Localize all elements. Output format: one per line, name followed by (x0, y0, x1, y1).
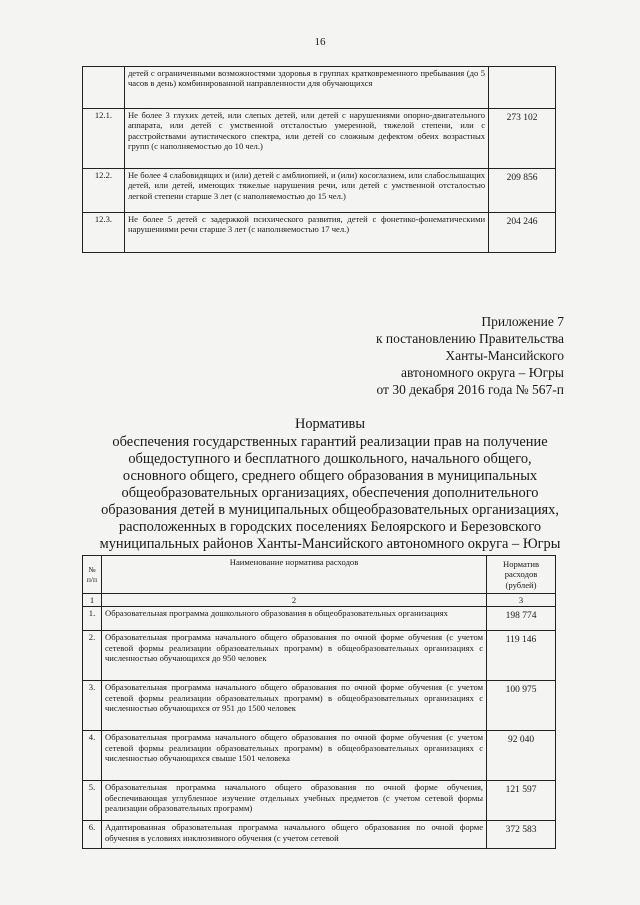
row-text: Не более 5 детей с задержкой психического развития, детей с фонетико-фонематическими нарушениями речи старше 3 лет (с наполняемостью 17 чел.) (124, 213, 488, 253)
appendix-line: автономного округа – Югры (401, 365, 564, 380)
title-line: общедоступного и бесплатного дошкольного, начального общего, (128, 451, 532, 467)
row-number (83, 67, 125, 109)
row-value (489, 67, 556, 109)
table-row (83, 67, 556, 109)
table-row (83, 681, 556, 731)
header-value: Норматив расходов (рублей) (487, 556, 556, 594)
row-text: детей с ограниченными возможностями здоровья в группах кратковременного пребывания (до 5 часов в день) комбинированной направленности для обучающихся (124, 67, 488, 109)
row-text: Образовательная программа начального общего образования по очной форме обучения (с учетом сетевой формы реализации образовательных программ) в общеобразовательных организациях с численностью обучающихся от 951 до 1500 человек (101, 681, 486, 731)
row-text: Образовательная программа начального общего образования по очной форме обучения (с учетом сетевой формы реализации образовательных программ) в общеобразовательных организациях с численностью обучающихся свыше 1501 человека (101, 731, 486, 781)
table-row (83, 821, 556, 849)
row-value: 100 975 (487, 681, 556, 731)
row-number: 12.2. (83, 169, 125, 213)
page-number: 16 (314, 36, 326, 48)
title-line: основного общего, среднего общего образования в муниципальных (122, 468, 538, 484)
row-number: 12.1. (83, 109, 125, 169)
title-line: обеспечения государственных гарантий реализации прав на получение (112, 434, 548, 450)
header-name: Наименование норматива расходов (101, 556, 486, 594)
row-value: 372 583 (487, 821, 556, 849)
row-text: Не более 3 глухих детей, или слепых детей, или детей с нарушениями опорно-двигательного аппарата, или детей с умственной отсталостью умеренной, тяжелой степени, или с расстройствами аутистического спектра, или детей со сложным дефектом обеих возрастных групп (с наполняемостью до 10 чел.) (124, 109, 488, 169)
row-text: Образовательная программа начального общего образования по очной форме обучения, обеспечивающая углубленное изучение отдельных учебных предметов (с учетом сетевой формы реализации образовательных программ) (101, 781, 486, 821)
index-cell: 1 (83, 594, 102, 607)
table-row (83, 109, 556, 169)
continued-norms-table (82, 66, 556, 253)
row-value: 204 246 (489, 213, 556, 253)
table-header (83, 556, 556, 594)
row-value: 121 597 (487, 781, 556, 821)
row-value: 92 040 (487, 731, 556, 781)
norms-table (82, 555, 556, 849)
row-number: 1. (83, 607, 102, 631)
row-number: 6. (83, 821, 102, 849)
table-row (83, 169, 556, 213)
title-line: муниципальных районов Ханты-Мансийского автономного округа – Югры (99, 536, 561, 552)
row-text: Не более 4 слабовидящих и (или) детей с амблиопией, и (или) косоглазием, или слабослышащих детей, или детей, имеющих тяжелые нарушения речи, или детей с умственной отсталостью легкой степени старше 3 лет (с наполняемостью до 15 чел.) (124, 169, 488, 213)
appendix-line: Приложение 7 (481, 314, 564, 329)
row-number: 12.3. (83, 213, 125, 253)
row-number: 2. (83, 631, 102, 681)
row-number: 5. (83, 781, 102, 821)
table-row (83, 631, 556, 681)
appendix-line: от 30 декабря 2016 года № 567-п (376, 382, 564, 397)
row-value: 198 774 (487, 607, 556, 631)
row-number: 4. (83, 731, 102, 781)
title-line: расположенных в городских поселениях Белоярского и Березовского (118, 519, 542, 535)
table-row (83, 213, 556, 253)
appendix-line: к постановлению Правительства (375, 331, 564, 346)
index-cell: 2 (101, 594, 486, 607)
table-row (83, 731, 556, 781)
title-line: образования детей в муниципальных общеобразовательных организациях, (101, 502, 559, 518)
table-row (83, 781, 556, 821)
table-row (83, 607, 556, 631)
index-row (83, 594, 556, 607)
document-title: Нормативы (294, 416, 366, 432)
row-text: Образовательная программа дошкольного образования в общеобразовательных организациях (101, 607, 486, 631)
title-line: общеобразовательных организациях, обеспечения дополнительного (121, 485, 539, 501)
row-value: 273 102 (489, 109, 556, 169)
row-value: 209 856 (489, 169, 556, 213)
row-text: Адаптированная образовательная программа начального общего образования по очной форме обучения в условиях инклюзивного обучения (с учетом сетевой (101, 821, 486, 849)
row-text: Образовательная программа начального общего образования по очной форме обучения (с учетом сетевой формы реализации образовательных программ) в общеобразовательных организациях с численностью обучающихся до 950 человек (101, 631, 486, 681)
row-value: 119 146 (487, 631, 556, 681)
appendix-line: Ханты-Мансийского (445, 348, 564, 363)
header-number: № п/п (83, 556, 102, 594)
row-number: 3. (83, 681, 102, 731)
index-cell: 3 (487, 594, 556, 607)
